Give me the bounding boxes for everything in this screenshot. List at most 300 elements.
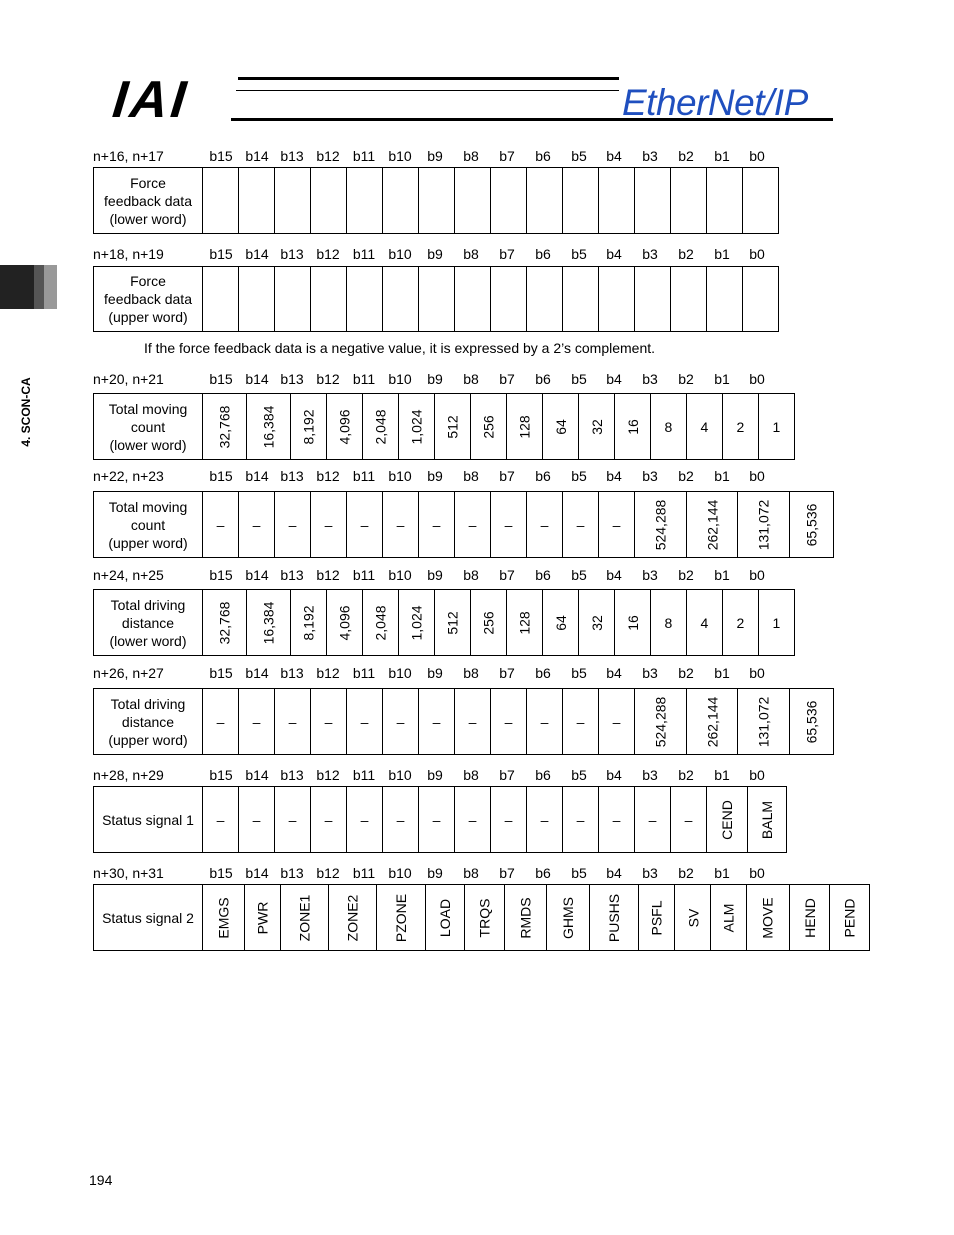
bit-cell	[434, 590, 470, 656]
bit-header: b7	[499, 468, 515, 484]
bit-cell	[491, 492, 527, 558]
bit-cell	[491, 168, 527, 234]
bit-header: b3	[642, 468, 658, 484]
bit-cell	[290, 590, 326, 656]
bit-cell	[527, 787, 563, 853]
bit-header: b9	[427, 148, 443, 164]
register-name-line: (lower word)	[109, 210, 187, 227]
bit-header: b9	[427, 865, 443, 881]
bit-cell	[504, 885, 546, 951]
bit-header: b10	[388, 665, 412, 681]
bit-header: b3	[642, 767, 658, 783]
register-name	[94, 168, 203, 234]
bit-cell	[599, 267, 635, 332]
bit-cell	[203, 590, 247, 656]
bit-cell	[707, 787, 748, 853]
bit-cell	[578, 394, 614, 460]
bit-header: b5	[571, 567, 587, 583]
table-row	[94, 492, 834, 558]
bit-cell	[383, 787, 419, 853]
bit-value: PEND	[841, 898, 858, 937]
register-name-line: count	[130, 418, 166, 435]
register-address: n+16, n+17	[93, 148, 164, 164]
bit-cell	[590, 885, 639, 951]
bit-header: b3	[642, 148, 658, 164]
register-name	[94, 492, 203, 558]
bit-value: 32,768	[216, 405, 233, 448]
bit-value: MOVE	[759, 896, 776, 939]
bit-cell	[578, 590, 614, 656]
bit-value: –	[252, 811, 261, 828]
table-row	[94, 885, 870, 951]
bit-table	[93, 688, 834, 755]
bit-cell	[738, 492, 790, 558]
bit-header: b9	[427, 665, 443, 681]
bit-cell	[470, 590, 506, 656]
bit-cell	[635, 267, 671, 332]
bit-header: b5	[571, 371, 587, 387]
bit-header: b2	[678, 148, 694, 164]
bit-header: b6	[535, 371, 551, 387]
register-name-line: feedback data	[104, 192, 192, 209]
bit-header: b5	[571, 246, 587, 262]
bit-header: b12	[316, 148, 340, 164]
bit-header: b9	[427, 468, 443, 484]
bit-value: 8,192	[300, 408, 317, 445]
bit-table	[93, 884, 870, 951]
register-name-line: (upper word)	[108, 731, 188, 748]
bit-value: 16,384	[260, 405, 277, 448]
bit-header: b5	[571, 665, 587, 681]
bit-value: 16	[624, 614, 641, 631]
bit-header: b14	[245, 767, 269, 783]
bit-header: b12	[316, 246, 340, 262]
bit-value: –	[324, 811, 333, 828]
bit-cell	[639, 885, 675, 951]
bit-header: b6	[535, 567, 551, 583]
bit-value: –	[540, 811, 549, 828]
bit-header: b11	[352, 246, 376, 262]
bit-header: b0	[749, 468, 765, 484]
bit-cell	[614, 590, 650, 656]
bit-header: b1	[714, 371, 730, 387]
bit-cell	[635, 689, 687, 755]
bit-cell	[328, 885, 376, 951]
bit-value: 4,096	[336, 604, 353, 641]
bit-value: –	[648, 811, 657, 828]
bit-header: b11	[352, 148, 376, 164]
bit-cell	[789, 885, 830, 951]
register-name-line: count	[130, 516, 166, 533]
bit-cell	[671, 787, 707, 853]
bit-header: b8	[463, 767, 479, 783]
bit-cell	[599, 689, 635, 755]
bit-value: –	[612, 516, 621, 533]
bit-table	[93, 491, 834, 558]
bit-header: b13	[280, 767, 304, 783]
bit-header: b10	[388, 567, 412, 583]
bit-header: b1	[714, 148, 730, 164]
bit-header: b1	[714, 567, 730, 583]
bit-value: 512	[444, 414, 461, 439]
bit-value: CEND	[718, 799, 735, 840]
bit-header: b14	[245, 665, 269, 681]
bit-cell	[246, 394, 290, 460]
bit-value: PWR	[254, 901, 271, 934]
bit-table	[93, 266, 779, 332]
bit-cell	[290, 394, 326, 460]
bit-value: –	[504, 811, 513, 828]
bit-header: b11	[352, 865, 376, 881]
bit-header: b11	[352, 665, 376, 681]
bit-value: –	[504, 516, 513, 533]
bit-table	[93, 167, 779, 234]
bit-header: b3	[642, 567, 658, 583]
bit-cell	[722, 590, 758, 656]
bit-cell	[542, 394, 578, 460]
bit-value: –	[360, 811, 369, 828]
bit-cell	[275, 787, 311, 853]
table-row	[94, 267, 779, 332]
bit-value: –	[396, 516, 405, 533]
register-address: n+28, n+29	[93, 767, 164, 783]
bit-header: b6	[535, 665, 551, 681]
bit-value: –	[396, 811, 405, 828]
bit-cell	[635, 168, 671, 234]
bit-cell	[614, 394, 650, 460]
bit-header: b2	[678, 767, 694, 783]
register-name	[94, 590, 203, 656]
bit-cell	[239, 168, 275, 234]
bit-cell	[347, 689, 383, 755]
bit-cell	[547, 885, 590, 951]
chapter-label: 4. SCON-CA	[19, 377, 33, 447]
bit-value: –	[360, 516, 369, 533]
side-tab-stripe-light	[44, 265, 57, 309]
bit-header: b2	[678, 865, 694, 881]
bit-value: 128	[516, 610, 533, 635]
register-name	[94, 885, 203, 951]
bit-header: b3	[642, 665, 658, 681]
force-feedback-note: If the force feedback data is a negative value, it is expressed by a 2’s complement.	[144, 340, 656, 356]
register-name-line: distance	[121, 713, 175, 730]
bit-value: PUSHS	[606, 893, 623, 942]
bit-cell	[650, 590, 686, 656]
bit-value: RMDS	[517, 896, 534, 939]
bit-cell	[383, 267, 419, 332]
bit-cell	[686, 394, 722, 460]
bit-cell	[758, 394, 794, 460]
bit-header: b8	[463, 665, 479, 681]
bit-header: b0	[749, 371, 765, 387]
bit-value: HEND	[801, 897, 818, 938]
bit-value: 8	[664, 614, 673, 631]
bit-header: b10	[388, 865, 412, 881]
bit-cell	[311, 492, 347, 558]
bit-cell	[239, 492, 275, 558]
bit-header: b1	[714, 767, 730, 783]
bit-cell	[635, 787, 671, 853]
bit-value: 32,768	[216, 601, 233, 644]
bit-header: b8	[463, 468, 479, 484]
bit-value: 256	[480, 610, 497, 635]
bit-value: –	[288, 713, 297, 730]
bit-header: b3	[642, 371, 658, 387]
bit-value: –	[576, 516, 585, 533]
table-row	[94, 689, 834, 755]
bit-value: 64	[552, 614, 569, 631]
bit-cell	[398, 590, 434, 656]
register-name-line: distance	[121, 614, 175, 631]
bit-header: b10	[388, 148, 412, 164]
bit-value: EMGS	[215, 896, 232, 939]
bit-header: b9	[427, 246, 443, 262]
bit-value: –	[576, 713, 585, 730]
bit-value: 1,024	[408, 408, 425, 445]
bit-value: 32	[588, 418, 605, 435]
table-row	[94, 787, 787, 853]
bit-header: b7	[499, 767, 515, 783]
bit-header: b9	[427, 371, 443, 387]
bit-header: b10	[388, 468, 412, 484]
bit-cell	[671, 168, 707, 234]
bit-header: b15	[209, 665, 233, 681]
bit-table	[93, 589, 795, 656]
bit-cell	[686, 689, 738, 755]
bit-value: ALM	[720, 903, 737, 932]
bit-cell	[419, 689, 455, 755]
bit-cell	[671, 267, 707, 332]
bit-value: 2	[736, 418, 745, 435]
bit-value: –	[360, 713, 369, 730]
bit-value: –	[468, 713, 477, 730]
bit-cell	[747, 885, 789, 951]
page-number: 194	[89, 1172, 113, 1188]
bit-header: b6	[535, 767, 551, 783]
bit-header: b11	[352, 767, 376, 783]
bit-header: b12	[316, 665, 340, 681]
bit-cell	[491, 689, 527, 755]
bit-header: b13	[280, 371, 304, 387]
bit-value: 131,072	[755, 499, 772, 550]
bit-cell	[707, 168, 743, 234]
bit-header: b9	[427, 767, 443, 783]
bit-header: b0	[749, 148, 765, 164]
register-name-line: (lower word)	[109, 632, 187, 649]
register-name	[94, 787, 203, 853]
bit-header: b9	[427, 567, 443, 583]
bit-cell	[491, 267, 527, 332]
bit-header: b4	[606, 665, 622, 681]
register-name-line: Total moving	[108, 400, 188, 417]
header-rule-top	[238, 77, 619, 80]
bit-value: 4	[700, 614, 709, 631]
bit-cell	[383, 492, 419, 558]
bit-header: b7	[499, 567, 515, 583]
bit-cell	[789, 492, 833, 558]
bit-header: b7	[499, 148, 515, 164]
header-rule-mid	[236, 90, 619, 91]
bit-header: b1	[714, 665, 730, 681]
bit-value: –	[216, 811, 225, 828]
bit-value: ZONE1	[296, 894, 313, 941]
register-name	[94, 267, 203, 332]
bit-cell	[398, 394, 434, 460]
bit-header: b13	[280, 246, 304, 262]
register-name	[94, 689, 203, 755]
bit-value: 4	[700, 418, 709, 435]
bit-header: b8	[463, 148, 479, 164]
bit-cell	[491, 787, 527, 853]
bit-value: 16,384	[260, 601, 277, 644]
bit-value: 65,536	[803, 503, 820, 546]
bit-cell	[376, 885, 425, 951]
register-address: n+18, n+19	[93, 246, 164, 262]
bit-header: b12	[316, 767, 340, 783]
bit-value: –	[252, 516, 261, 533]
bit-header: b15	[209, 371, 233, 387]
register-address: n+20, n+21	[93, 371, 164, 387]
bit-cell	[275, 168, 311, 234]
bit-cell	[311, 168, 347, 234]
bit-cell	[563, 689, 599, 755]
bit-header: b8	[463, 246, 479, 262]
bit-header: b6	[535, 246, 551, 262]
bit-value: –	[252, 713, 261, 730]
bit-cell	[650, 394, 686, 460]
bit-value: –	[288, 811, 297, 828]
bit-header: b6	[535, 468, 551, 484]
bit-header: b14	[245, 567, 269, 583]
bit-value: ZONE2	[344, 894, 361, 941]
bit-header: b11	[352, 567, 376, 583]
bit-cell	[455, 267, 491, 332]
register-name-line: Total moving	[108, 498, 188, 515]
bit-cell	[758, 590, 794, 656]
bit-cell	[542, 590, 578, 656]
bit-value: SV	[684, 908, 701, 927]
register-name	[94, 394, 203, 460]
bit-cell	[419, 168, 455, 234]
bit-value: –	[288, 516, 297, 533]
bit-header: b4	[606, 246, 622, 262]
bit-header: b12	[316, 567, 340, 583]
bit-header: b10	[388, 246, 412, 262]
bit-header: b4	[606, 148, 622, 164]
bit-cell	[830, 885, 870, 951]
bit-header: b13	[280, 865, 304, 881]
bit-cell	[347, 492, 383, 558]
bit-cell	[711, 885, 747, 951]
side-tab-stripe	[34, 265, 44, 309]
bit-value: 512	[444, 610, 461, 635]
bit-header: b0	[749, 246, 765, 262]
register-name-line: Total driving	[110, 596, 186, 613]
bit-cell	[203, 885, 245, 951]
bit-cell	[635, 492, 687, 558]
bit-value: 1	[772, 614, 781, 631]
bit-cell	[275, 492, 311, 558]
bit-cell	[281, 885, 329, 951]
bit-header: b7	[499, 665, 515, 681]
bit-cell	[707, 267, 743, 332]
bit-cell	[362, 590, 398, 656]
bit-value: 2,048	[372, 604, 389, 641]
bit-header: b2	[678, 246, 694, 262]
bit-cell	[675, 885, 711, 951]
bit-header: b1	[714, 865, 730, 881]
bit-header: b14	[245, 148, 269, 164]
bit-cell	[686, 492, 738, 558]
register-name-line: Status signal 1	[102, 811, 194, 828]
bit-header: b2	[678, 371, 694, 387]
bit-value: –	[468, 811, 477, 828]
bit-value: BALM	[758, 800, 775, 839]
bit-value: 131,072	[755, 696, 772, 747]
register-name-line: (lower word)	[109, 436, 187, 453]
bit-header: b14	[245, 371, 269, 387]
bit-header: b13	[280, 148, 304, 164]
register-name-line: (upper word)	[108, 534, 188, 551]
bit-cell	[203, 267, 239, 332]
bit-header: b2	[678, 665, 694, 681]
bit-header: b14	[245, 246, 269, 262]
bit-cell	[362, 394, 398, 460]
bit-cell	[527, 267, 563, 332]
bit-cell	[347, 267, 383, 332]
bit-header: b5	[571, 148, 587, 164]
bit-value: 262,144	[703, 499, 720, 550]
bit-header: b15	[209, 246, 233, 262]
bit-header: b0	[749, 865, 765, 881]
bit-cell	[563, 787, 599, 853]
bit-value: –	[216, 516, 225, 533]
bit-cell	[383, 689, 419, 755]
bit-cell	[203, 394, 247, 460]
bit-header: b1	[714, 468, 730, 484]
bit-value: PZONE	[392, 893, 409, 942]
bit-cell	[506, 590, 542, 656]
bit-value: –	[468, 516, 477, 533]
bit-value: –	[612, 811, 621, 828]
bit-header: b10	[388, 767, 412, 783]
register-name-line: Total driving	[110, 695, 186, 712]
bit-header: b11	[352, 371, 376, 387]
bit-cell	[419, 267, 455, 332]
bit-value: –	[576, 811, 585, 828]
bit-value: 256	[480, 414, 497, 439]
bit-header: b15	[209, 767, 233, 783]
bit-cell	[239, 689, 275, 755]
bit-value: –	[612, 713, 621, 730]
bit-header: b4	[606, 865, 622, 881]
ethernet-ip-brand: EtherNet/IP	[622, 82, 808, 123]
bit-cell	[527, 492, 563, 558]
register-address: n+30, n+31	[93, 865, 164, 881]
bit-cell	[455, 168, 491, 234]
bit-value: –	[324, 516, 333, 533]
bit-cell	[239, 787, 275, 853]
bit-value: 8,192	[300, 604, 317, 641]
iai-logo: IAI	[109, 71, 192, 129]
bit-header: b13	[280, 468, 304, 484]
bit-value: –	[432, 516, 441, 533]
bit-header: b5	[571, 767, 587, 783]
bit-value: GHMS	[560, 896, 577, 939]
bit-header: b4	[606, 468, 622, 484]
bit-cell	[419, 787, 455, 853]
bit-header: b13	[280, 567, 304, 583]
